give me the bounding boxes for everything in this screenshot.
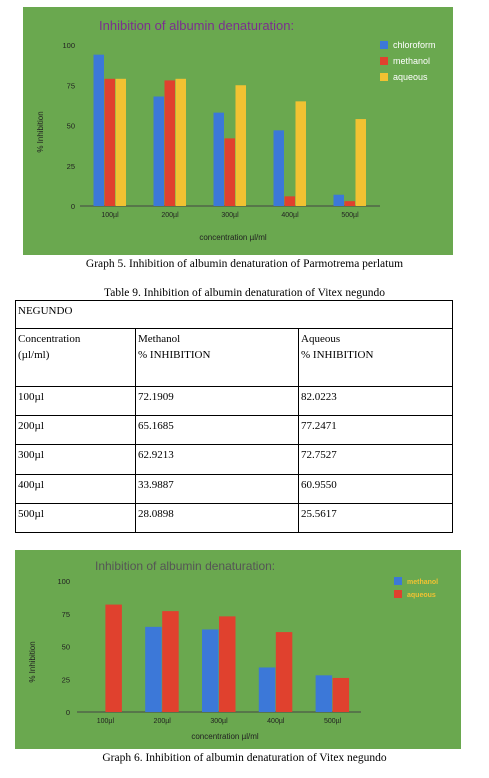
x-tick-label: 300µl [210, 718, 228, 725]
y-tick-label: 75 [66, 81, 75, 91]
legend-label-methanol: methanol [407, 579, 439, 586]
x-tick-label: 200µl [153, 718, 171, 725]
y-tick-label: 25 [61, 675, 70, 685]
y-tick-label: 50 [61, 642, 70, 652]
row-concentration: 100µl [16, 387, 136, 416]
graph5-chart [23, 7, 453, 255]
header-aqueous [299, 329, 453, 387]
table-row [16, 503, 453, 532]
bar-aqueous [296, 101, 307, 206]
x-tick-label: 400µl [267, 718, 285, 725]
bar-aqueous [236, 85, 247, 206]
bar-methanol [105, 79, 116, 206]
x-tick-label: 300µl [221, 212, 239, 219]
header-aqueous-line2: % INHIBITION [301, 349, 374, 361]
bar-aqueous [105, 605, 122, 712]
graph6-svg [15, 550, 461, 749]
legend-swatch-methanol [394, 577, 402, 585]
row-methanol: 72.1909 [136, 387, 299, 416]
x-axis-label: concentration µl/ml [191, 732, 259, 741]
graph5-caption: Graph 5. Inhibition of albumin denaturation of Parmotrema perlatum [85, 258, 404, 270]
bar-aqueous [162, 611, 179, 712]
bar-aqueous [333, 678, 350, 712]
row-methanol: 65.1685 [136, 416, 299, 445]
row-concentration: 500µl [16, 503, 136, 532]
graph6-caption: Graph 6. Inhibition of albumin denaturation of Vitex negundo [102, 752, 387, 764]
bar-methanol [259, 667, 276, 712]
legend-label-aqueous: aqueous [393, 72, 428, 82]
table-title-row [16, 301, 453, 329]
row-aqueous: 72.7527 [299, 445, 453, 474]
bar-aqueous [116, 79, 127, 206]
row-aqueous: 77.2471 [299, 416, 453, 445]
row-methanol: 33.9887 [136, 474, 299, 503]
y-tick-label: 50 [66, 121, 75, 131]
bar-aqueous [176, 79, 187, 206]
bar-methanol [202, 629, 219, 712]
y-tick-label: 100 [62, 41, 75, 50]
row-aqueous: 82.0223 [299, 387, 453, 416]
table-row [16, 387, 453, 416]
header-methanol-line2: % INHIBITION [138, 349, 211, 361]
x-tick-label: 100µl [96, 718, 115, 725]
bar-methanol [165, 80, 176, 206]
inhibition-table [15, 300, 453, 533]
bar-methanol [225, 138, 236, 206]
x-tick-label: 200µl [161, 212, 179, 219]
table-title: NEGUNDO [16, 301, 453, 329]
header-aqueous-line1: Aqueous [301, 333, 341, 345]
table-header-row [16, 329, 453, 387]
table-row [16, 416, 453, 445]
bar-chloroform [334, 195, 345, 206]
row-aqueous: 25.5617 [299, 503, 453, 532]
row-concentration: 400µl [16, 474, 136, 503]
row-aqueous: 60.9550 [299, 474, 453, 503]
legend-label-aqueous: aqueous [407, 592, 436, 599]
bar-methanol [345, 201, 356, 206]
header-methanol [136, 329, 299, 387]
bar-chloroform [274, 130, 285, 206]
legend-swatch-aqueous [394, 590, 402, 598]
legend-swatch-aqueous [380, 73, 388, 81]
row-methanol: 62.9213 [136, 445, 299, 474]
header-concentration [16, 329, 136, 387]
table-row [16, 474, 453, 503]
graph6-chart [15, 550, 461, 749]
bar-methanol [285, 196, 296, 206]
bar-aqueous [276, 632, 293, 712]
row-concentration: 200µl [16, 416, 136, 445]
y-axis-label: % Inhibition [36, 111, 45, 153]
x-tick-label: 400µl [281, 212, 299, 219]
bar-methanol [145, 627, 162, 712]
bar-chloroform [94, 55, 105, 206]
header-methanol-line1: Methanol [138, 333, 181, 345]
header-concentration-line1: Concentration [18, 333, 81, 345]
x-tick-label: 100µl [101, 212, 119, 219]
header-concentration-line2: (µl/ml) [18, 349, 50, 361]
graph5-svg [23, 7, 453, 255]
table9-caption: Table 9. Inhibition of albumin denaturation of Vitex negundo [104, 287, 385, 299]
x-axis-label: concentration µl/ml [199, 233, 267, 242]
row-methanol: 28.0898 [136, 503, 299, 532]
chart-title: Inhibition of albumin denaturation: [95, 559, 276, 573]
bar-chloroform [214, 113, 225, 206]
x-tick-label: 500µl [341, 212, 359, 219]
y-tick-label: 0 [70, 202, 75, 211]
legend-swatch-methanol [380, 57, 388, 65]
y-tick-label: 25 [66, 161, 75, 171]
bar-aqueous [219, 616, 236, 712]
bar-aqueous [356, 119, 367, 206]
table-row [16, 445, 453, 474]
y-tick-label: 75 [61, 609, 70, 619]
legend-label-chloroform: chloroform [393, 40, 436, 50]
y-axis-label: % Inhibition [28, 641, 37, 683]
legend-swatch-chloroform [380, 41, 388, 49]
chart-title: Inhibition of albumin denaturation: [99, 18, 295, 33]
y-tick-label: 0 [65, 708, 70, 717]
bar-methanol [316, 675, 333, 712]
y-tick-label: 100 [57, 577, 70, 586]
row-concentration: 300µl [16, 445, 136, 474]
legend-label-methanol: methanol [393, 56, 431, 66]
bar-chloroform [154, 97, 165, 206]
x-tick-label: 500µl [323, 718, 342, 725]
